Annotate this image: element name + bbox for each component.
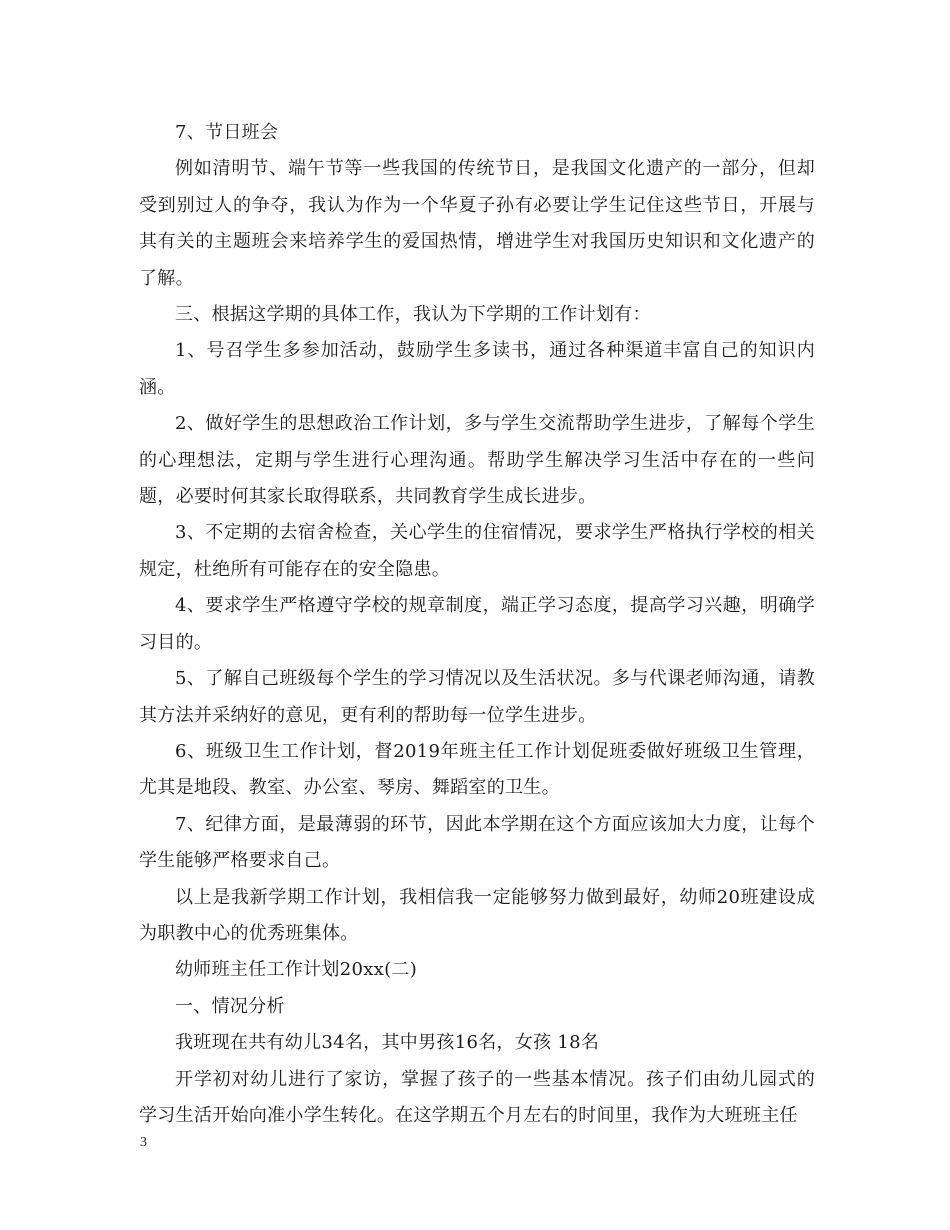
plan-item-1: 1、号召学生多参加活动，鼓励学生多读书，通过各种渠道丰富自己的知识内涵。 [139,340,815,398]
plan-item-2: 2、做好学生的思想政治工作计划，多与学生交流帮助学生进步，了解每个学生的心理想法，定期与学生进行心理沟通。帮助学生解决学习生活中存在的一些问题，必要时何其家长取得联系，共同教育学生成长进步。 [139,413,815,508]
closing-paragraph: 以上是我新学期工作计划，我相信我一定能够努力做到最好，幼师20班建设成为职教中心的优秀班集体。 [139,886,815,944]
paragraph-home-visits: 开学初对幼儿进行了家访，掌握了孩子的一些基本情况。孩子们由幼儿园式的学习生活开始向准小学生转化。在这学期五个月左右的时间里，我作为大班班主任 [139,1068,815,1126]
section-heading-festival-meeting: 7、节日班会 [175,122,279,143]
plan-item-6: 6、班级卫生工作计划，督2019年班主任工作计划促班委做好班级卫生管理，尤其是地段、教室、办公室、琴房、舞蹈室的卫生。 [139,740,815,799]
page-number: 3 [140,1135,147,1150]
document-body [139,115,815,1134]
section-heading-situation-analysis: 一、情况分析 [175,995,285,1017]
document-subtitle: 幼师班主任工作计划20xx(二) [175,959,418,981]
paragraph-class-size: 我班现在共有幼儿34名，其中男孩16名，女孩 18名 [175,1032,600,1054]
plan-item-3: 3、不定期的去宿舍检查，关心学生的住宿情况，要求学生严格执行学校的相关规定，杜绝所有可能存在的安全隐患。 [139,522,815,580]
plan-item-4: 4、要求学生严格遵守学校的规章制度，端正学习态度，提高学习兴趣，明确学习目的。 [139,595,815,653]
paragraph-festival-meeting: 例如清明节、端午节等一些我国的传统节日，是我国文化遗产的一部分，但却受到别过人的争夺，我认为作为一个华夏子孙有必要让学生记住这些节日，开展与其有关的主题班会来培养学生的爱国热情，增进学生对我国历史知识和文化遗产的了解。 [139,158,815,289]
section-heading-next-term-plan: 三、根据这学期的具体工作，我认为下学期的工作计划有： [175,304,651,326]
plan-item-7: 7、纪律方面，是最薄弱的环节，因此本学期在这个方面应该加大力度，让每个学生能够严格要求自己。 [139,813,815,872]
plan-item-5: 5、了解自己班级每个学生的学习情况以及生活状况。多与代课老师沟通，请教其方法并采纳好的意见，更有利的帮助每一位学生进步。 [139,668,815,726]
